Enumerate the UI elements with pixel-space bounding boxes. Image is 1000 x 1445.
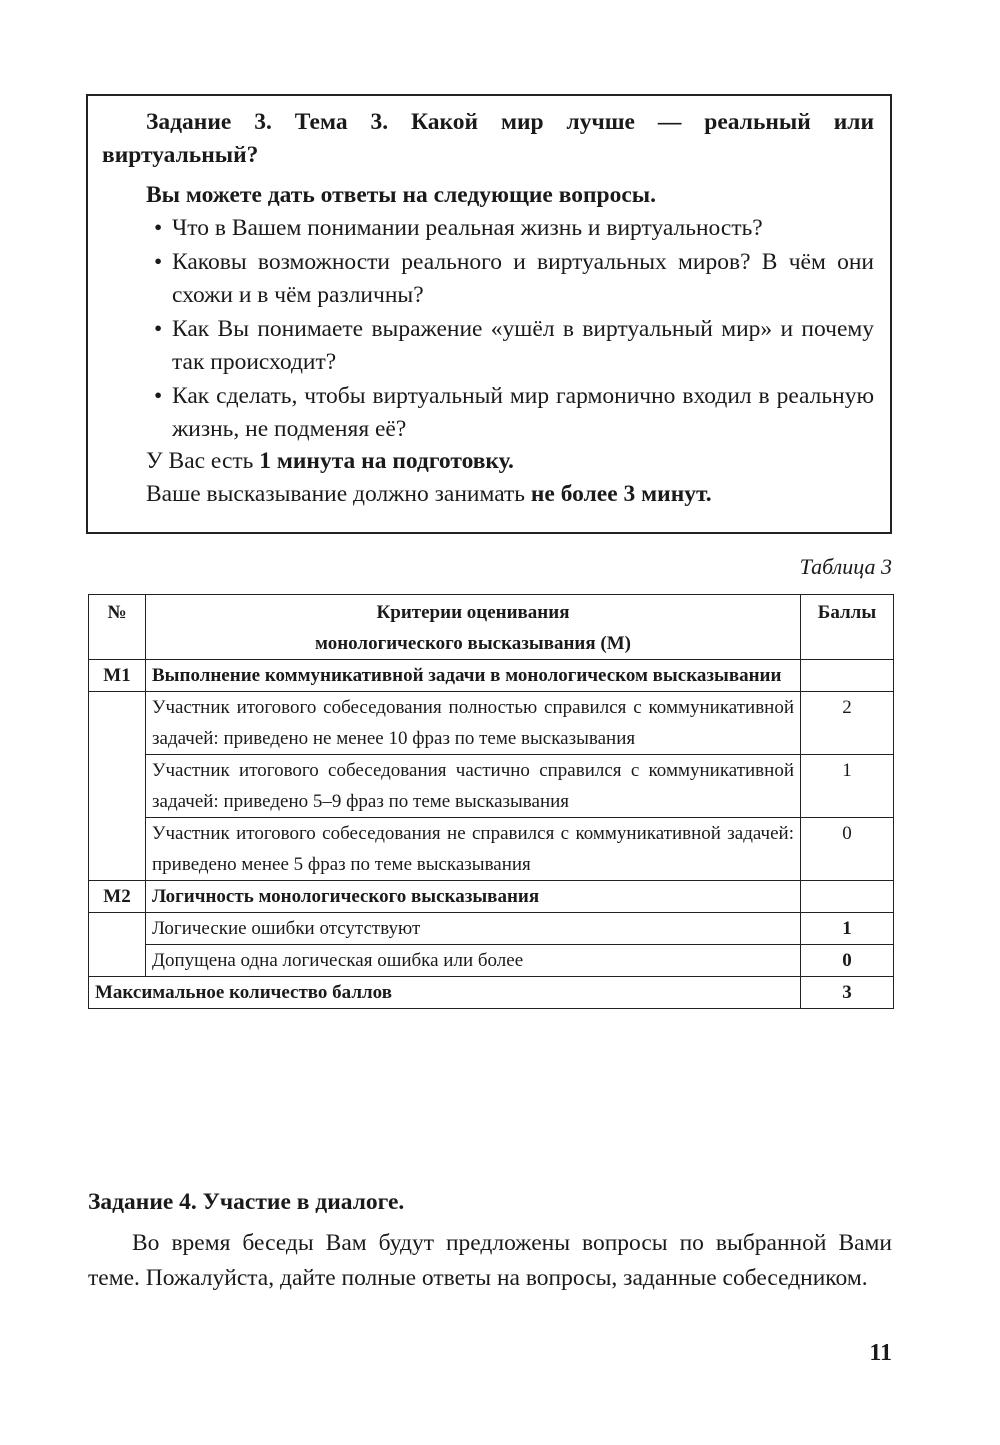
m1-num-empty xyxy=(89,692,146,881)
question-item xyxy=(102,212,874,245)
header-num: № xyxy=(89,595,146,660)
question-text: Как Вы понимаете выражение «ушёл в виртуальный мир» и почему так происходит? xyxy=(172,316,874,375)
limit-bold: не более 3 минут. xyxy=(530,480,712,507)
header-criteria-line1: Критерии оценивания xyxy=(376,602,570,623)
page-number: 11 xyxy=(869,1340,892,1366)
prep-time-note xyxy=(102,445,874,478)
m2-score-empty xyxy=(801,881,894,913)
table-row xyxy=(89,692,894,755)
criteria-text: Логические ошибки отсутствуют xyxy=(146,913,801,945)
time-limit-note xyxy=(102,478,874,511)
criteria-score: 0 xyxy=(801,818,894,881)
m1-score-empty xyxy=(801,660,894,692)
question-text: Как сделать, чтобы виртуальный мир гармонично входил в реальную жизнь, не подменяя её? xyxy=(172,383,874,442)
bullet-icon: • xyxy=(154,383,163,409)
m2-num-empty xyxy=(89,913,146,977)
header-score: Баллы xyxy=(801,595,894,660)
criteria-text: Участник итогового собеседования полностью справился с коммуникативной задачей: приведено не менее 10 фраз по теме высказывания xyxy=(146,692,801,755)
prep-prefix: У Вас есть xyxy=(146,448,260,474)
header-criteria-line2: монологического высказывания (М) xyxy=(315,633,631,654)
criteria-score: 2 xyxy=(801,692,894,755)
m2-title: Логичность монологического высказывания xyxy=(146,881,801,913)
table-row xyxy=(89,818,894,881)
table-row xyxy=(89,945,894,977)
question-item xyxy=(102,313,874,378)
m1-code: М1 xyxy=(89,660,146,692)
criteria-table xyxy=(88,594,894,1009)
question-text: Каковы возможности реального и виртуальных миров? В чём они схожи и в чём различны? xyxy=(172,249,874,308)
task4-title: Задание 4. Участие в диалоге. xyxy=(88,1189,405,1215)
bullet-icon: • xyxy=(154,214,163,241)
criteria-score: 1 xyxy=(801,755,894,818)
question-item xyxy=(102,380,874,445)
criteria-score: 1 xyxy=(801,913,894,945)
task3-box xyxy=(86,94,892,534)
bullet-icon: • xyxy=(154,316,163,342)
question-text: Что в Вашем понимании реальная жизнь и виртуальность? xyxy=(172,214,763,241)
criteria-text: Допущена одна логическая ошибка или более xyxy=(146,945,801,977)
table-row xyxy=(89,755,894,818)
total-row xyxy=(89,977,894,1009)
task4-section xyxy=(88,1185,892,1296)
criteria-text: Участник итогового собеседования частично справился с коммуникативной задачей: приведено 5–9 фраз по теме высказывания xyxy=(146,755,801,818)
question-item xyxy=(102,246,874,311)
task3-question-list xyxy=(102,212,874,446)
header-criteria xyxy=(146,595,801,660)
m2-header-row xyxy=(89,881,894,913)
total-label: Максимальное количество баллов xyxy=(89,977,801,1009)
table-row xyxy=(89,913,894,945)
task4-text: Во время беседы Вам будут предложены вопросы по выбранной Вами теме. Пожалуйста, дайте полные ответы на вопросы, заданные собеседником. xyxy=(88,1230,892,1291)
total-score: 3 xyxy=(801,977,894,1009)
m1-header-row xyxy=(89,660,894,692)
table-caption: Таблица 3 xyxy=(799,554,892,579)
table-header-row xyxy=(89,595,894,660)
prep-bold: 1 минута на подготовку. xyxy=(259,448,514,474)
criteria-score: 0 xyxy=(801,945,894,977)
m1-title: Выполнение коммуникативной задачи в монологическом высказывании xyxy=(146,660,801,692)
task3-intro: Вы можете дать ответы на следующие вопросы. xyxy=(146,182,656,208)
task3-title: Задание 3. Тема 3. Какой мир лучше — реальный или виртуальный? xyxy=(102,109,874,168)
bullet-icon: • xyxy=(154,249,163,275)
limit-prefix: Ваше высказывание должно занимать xyxy=(146,480,531,507)
criteria-text: Участник итогового собеседования не справился с коммуникативной задачей: приведено менее 5 фраз по теме высказывания xyxy=(146,818,801,881)
m2-code: М2 xyxy=(89,881,146,913)
